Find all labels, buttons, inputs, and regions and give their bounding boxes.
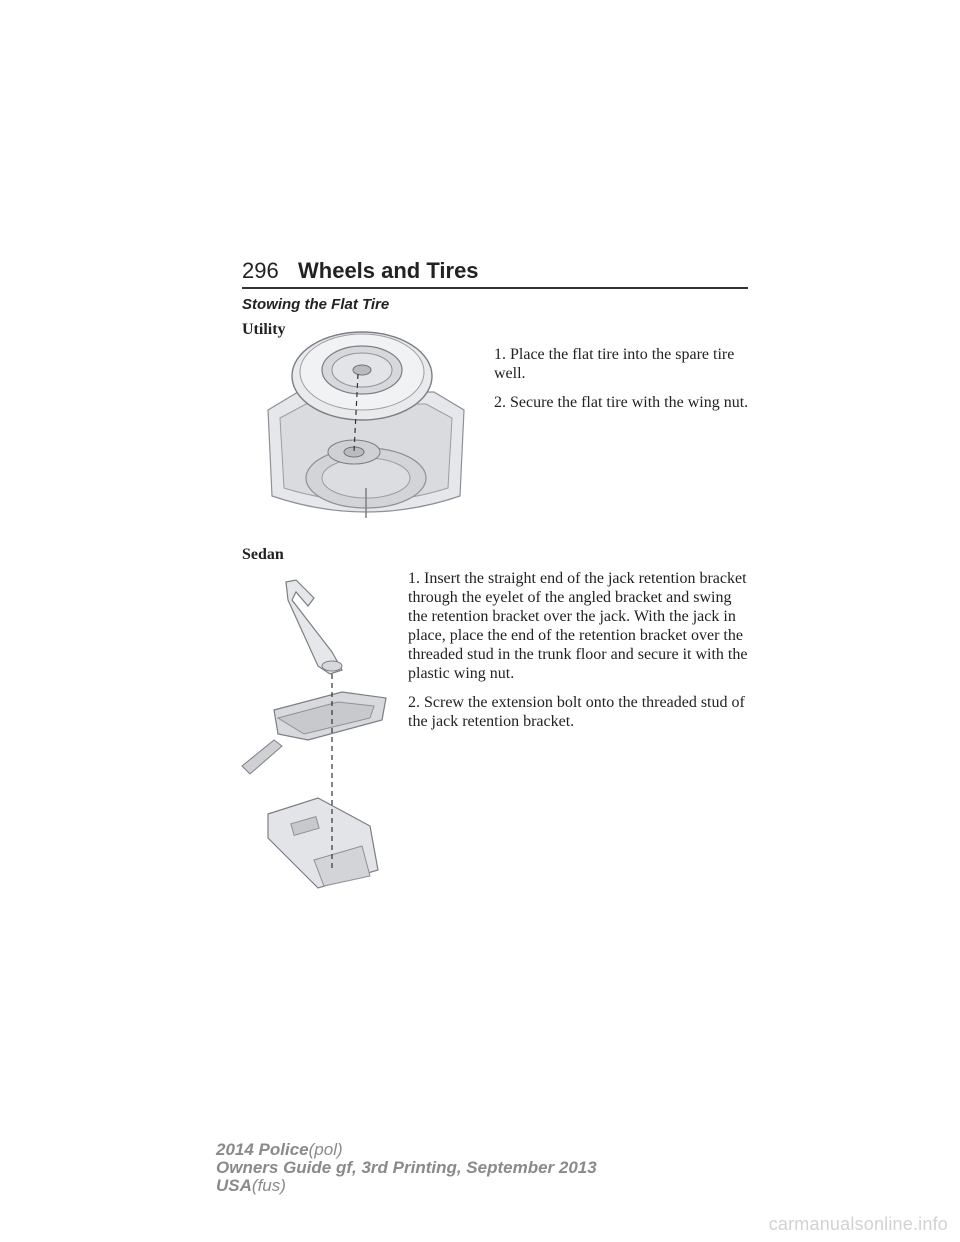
utility-steps xyxy=(494,345,750,412)
utility-step-2: 2. Secure the flat tire with the wing nut. xyxy=(494,394,749,411)
footer-market: USA xyxy=(216,1176,252,1195)
watermark-link[interactable]: carmanualsonline.info xyxy=(768,1214,948,1234)
section-heading: Stowing the Flat Tire xyxy=(242,296,390,313)
sedan-heading: Sedan xyxy=(242,546,284,563)
footer-line-3 xyxy=(216,1176,286,1196)
header-divider xyxy=(242,287,748,289)
sedan-step-2: 2. Screw the extension bolt onto the threaded stud of the jack retention bracket. xyxy=(408,694,745,730)
sedan-jack-retention-illustration xyxy=(238,570,388,890)
utility-step-1: 1. Place the flat tire into the spare tire well. xyxy=(494,346,735,382)
footer-model-code: (pol) xyxy=(308,1140,343,1159)
utility-heading: Utility xyxy=(242,321,286,338)
footer-line-1 xyxy=(216,1140,343,1160)
footer-market-code: (fus) xyxy=(251,1176,286,1195)
chapter-title: Wheels and Tires xyxy=(298,258,479,283)
utility-spare-tire-illustration xyxy=(258,328,472,524)
footer-line-2: Owners Guide gf, 3rd Printing, September 2013 xyxy=(216,1158,597,1177)
sedan-step-1: 1. Insert the straight end of the jack retention bracket through the eyelet of the angled bracket and swing the retention bracket over the jack. With the jack in place, place the end of the retention bracket over the threaded stud in the trunk floor and secure it with the plastic wing nut. xyxy=(408,570,748,682)
footer-model: 2014 Police xyxy=(216,1140,309,1159)
sedan-steps xyxy=(408,569,753,731)
page-number: 296 xyxy=(242,258,279,283)
